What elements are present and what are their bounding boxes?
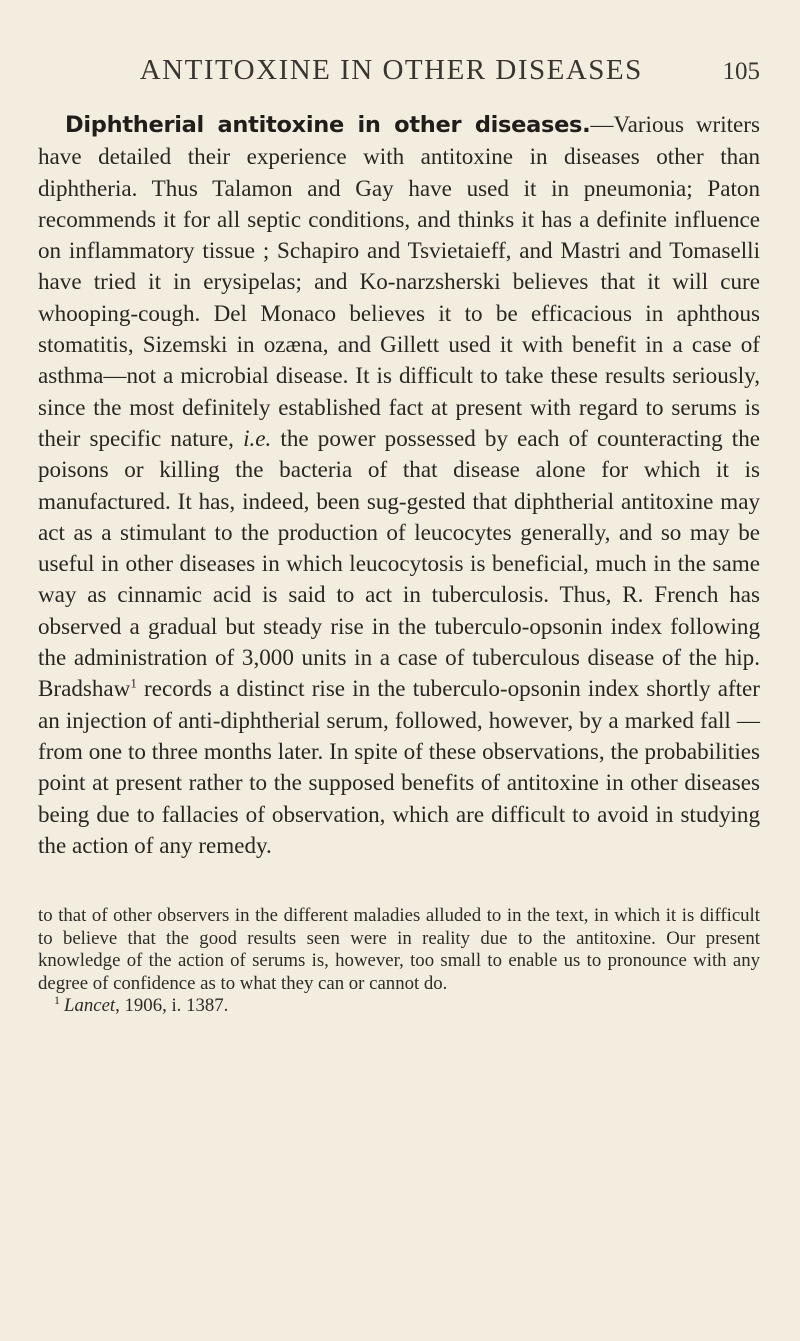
footnote-source: Lancet [64,995,116,1017]
page-number: 105 [722,58,760,85]
paragraph-text-ie: i.e. [243,424,272,451]
paragraph-text-part-2: the power possessed by each of counteracting the poisons or killing the bacteria of that disease alone for which it is manufactured. It has, indeed, been sug-gested that diphtherial antitoxine may act as a stimulant to the production of leucocytes generally, and so may be useful in other diseases in which leucocytosis is beneficial, much in the same way as cinnamic acid is said to act in tuberculosis. Thus, R. French has observed a gradual but steady rise in the tuberculo-opsonin index following the administration of 3,000 units in a case of tuberculous disease of the hip. Bradshaw [38,424,761,702]
footnote-marker: 1 [54,992,60,1007]
running-head [38,54,760,87]
body-paragraph [38,109,760,861]
footnote-reference: 1 [130,675,137,691]
paragraph-text-part-1: —Various writers have detailed their experience with antitoxine in diseases other than diphtheria. Thus Talamon and Gay have used it in pneumonia; Paton recommends it for all septic conditions, and thinks it has a definite influence on inflammatory tissue ; Schapiro and Tsvietaieff, and Mastri and Tomaselli have tried it in erysipelas; and Ko-narzsherski believes that it will cure whooping-cough. Del Monaco believes it to be efficacious in aphthous stomatitis, Sizemski in ozæna, and Gillett used it with benefit in a case of asthma—not a microbial disease. It is difficult to take these results seriously, since the most definitely established fact at present with regard to serums is their specific nature, [38,111,760,451]
footnote-1 [38,992,760,1018]
footnote-block [38,905,760,1018]
footnote-continuation: to that of other observers in the different maladies alluded to in the text, in which it is difficult to believe that the good results seen were in reality due to the antitoxine. Our present knowledge of the action of serums is, however, too small to enable us to pronounce with any degree of confidence as to what they can or cannot do. [38,905,760,994]
footnote-citation: , 1906, i. 1387. [115,995,229,1017]
paragraph-text-part-3: records a distinct rise in the tuberculo-opsonin index shortly after an injection of anti-diphtherial serum, followed, however, by a marked fall —from one to three months later. In spite of these observations, the probabilities point at present rather to the supposed benefits of antitoxine in other diseases being due to fallacies of observation, which are difficult to avoid in studying the action of any remedy. [38,675,760,858]
section-heading: Diphtherial antitoxine in other diseases. [65,112,591,138]
running-title: ANTITOXINE IN OTHER DISEASES [139,54,643,86]
